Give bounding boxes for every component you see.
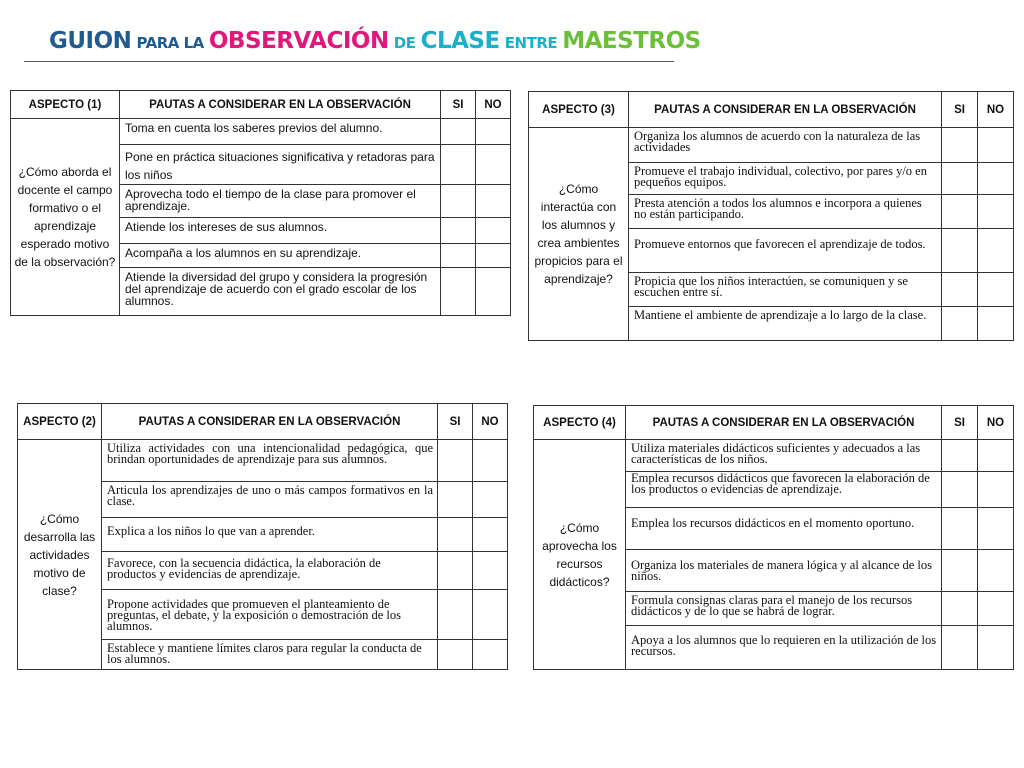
criterion-text: Emplea los recursos didácticos en el momento oportuno. [626, 508, 942, 550]
no-checkbox[interactable] [476, 244, 511, 268]
aspect-1-table [10, 90, 511, 316]
criterion-text: Mantiene el ambiente de aprendizaje a lo largo de la clase. [629, 307, 942, 341]
criterion-text: Atiende la diversidad del grupo y considera la progresión del aprendizaje de acuerdo con el grado escolar de los alumnos. [120, 268, 441, 316]
si-checkbox[interactable] [942, 626, 978, 670]
title-underline [24, 61, 674, 62]
si-checkbox[interactable] [942, 229, 978, 273]
pautas-header: PAUTAS A CONSIDERAR EN LA OBSERVACIÓN [629, 92, 942, 128]
no-checkbox[interactable] [473, 640, 508, 670]
criterion-text: Organiza los alumnos de acuerdo con la naturaleza de las actividades [629, 128, 942, 163]
criterion-text: Apoya a los alumnos que lo requieren en la utilización de los recursos. [626, 626, 942, 670]
si-checkbox[interactable] [942, 273, 978, 307]
criterion-text: Explica a los niños lo que van a aprender. [102, 518, 438, 552]
si-checkbox[interactable] [942, 508, 978, 550]
criterion-text: Toma en cuenta los saberes previos del alumno. [120, 119, 441, 145]
si-checkbox[interactable] [441, 244, 476, 268]
si-header: SI [438, 404, 473, 440]
title-word-observacion: OBSERVACIÓN [208, 28, 389, 54]
criterion-text: Presta atención a todos los alumnos e incorpora a quienes no están participando. [629, 195, 942, 229]
si-checkbox[interactable] [441, 119, 476, 145]
si-checkbox[interactable] [438, 552, 473, 590]
title-word-entre: ENTRE [504, 34, 558, 52]
si-checkbox[interactable] [441, 185, 476, 218]
si-checkbox[interactable] [438, 590, 473, 640]
criterion-text: Establece y mantiene límites claros para regular la conducta de los alumnos. [102, 640, 438, 670]
criterion-text: Promueve el trabajo individual, colectivo, por pares y/o en pequeños equipos. [629, 163, 942, 195]
aspect-question: ¿Cómo desarrolla las actividades motivo de clase? [18, 440, 102, 670]
no-checkbox[interactable] [978, 307, 1014, 341]
no-checkbox[interactable] [473, 482, 508, 518]
no-checkbox[interactable] [476, 145, 511, 185]
pautas-header: PAUTAS A CONSIDERAR EN LA OBSERVACIÓN [626, 406, 942, 440]
pautas-header: PAUTAS A CONSIDERAR EN LA OBSERVACIÓN [120, 91, 441, 119]
si-checkbox[interactable] [942, 472, 978, 508]
criterion-text: Aprovecha todo el tiempo de la clase para promover el aprendizaje. [120, 185, 441, 218]
title-word-guion: GUION [49, 28, 132, 54]
criterion-text: Atiende los intereses de sus alumnos. [120, 218, 441, 244]
no-checkbox[interactable] [978, 229, 1014, 273]
no-checkbox[interactable] [476, 185, 511, 218]
si-checkbox[interactable] [942, 307, 978, 341]
no-header: NO [978, 92, 1014, 128]
aspect-header: ASPECTO (3) [529, 92, 629, 128]
si-checkbox[interactable] [441, 145, 476, 185]
criterion-text: Articula los aprendizajes de uno o más campos formativos en la clase. [102, 482, 438, 518]
si-checkbox[interactable] [942, 195, 978, 229]
si-checkbox[interactable] [942, 592, 978, 626]
aspect-question: ¿Cómo aborda el docente el campo formativo o el aprendizaje esperado motivo de la observación? [11, 119, 120, 316]
no-checkbox[interactable] [978, 163, 1014, 195]
no-checkbox[interactable] [978, 508, 1014, 550]
title-word-clase: CLASE [420, 28, 500, 54]
aspect-question: ¿Cómo interactúa con los alumnos y crea ambientes propicios para el aprendizaje? [529, 128, 629, 341]
criterion-text: Propicia que los niños interactúen, se comuniquen y se escuchen entre sí. [629, 273, 942, 307]
aspect-4-table [533, 405, 1014, 670]
si-checkbox[interactable] [441, 268, 476, 316]
criterion-text: Propone actividades que promueven el planteamiento de preguntas, el debate, y la exposición o demostración de los alumnos. [102, 590, 438, 640]
aspect-2-table [17, 403, 508, 670]
no-checkbox[interactable] [476, 119, 511, 145]
si-header: SI [441, 91, 476, 119]
no-checkbox[interactable] [473, 440, 508, 482]
no-header: NO [978, 406, 1014, 440]
no-checkbox[interactable] [978, 592, 1014, 626]
si-checkbox[interactable] [942, 550, 978, 592]
pautas-header: PAUTAS A CONSIDERAR EN LA OBSERVACIÓN [102, 404, 438, 440]
no-checkbox[interactable] [978, 128, 1014, 163]
si-checkbox[interactable] [942, 128, 978, 163]
document-title [49, 28, 701, 62]
aspect-3-table [528, 91, 1014, 341]
no-checkbox[interactable] [978, 626, 1014, 670]
no-checkbox[interactable] [473, 552, 508, 590]
si-checkbox[interactable] [942, 440, 978, 472]
criterion-text: Formula consignas claras para el manejo de los recursos didácticos y de lo que se habrá de lograr. [626, 592, 942, 626]
no-checkbox[interactable] [978, 472, 1014, 508]
aspect-header: ASPECTO (1) [11, 91, 120, 119]
aspect-header: ASPECTO (4) [534, 406, 626, 440]
aspect-header: ASPECTO (2) [18, 404, 102, 440]
no-checkbox[interactable] [978, 195, 1014, 229]
si-checkbox[interactable] [438, 518, 473, 552]
si-checkbox[interactable] [942, 163, 978, 195]
title-word-para-la: PARA LA [136, 34, 204, 52]
criterion-text: Favorece, con la secuencia didáctica, la elaboración de productos y evidencias de aprendizaje. [102, 552, 438, 590]
criterion-text: Promueve entornos que favorecen el aprendizaje de todos. [629, 229, 942, 273]
si-checkbox[interactable] [438, 482, 473, 518]
criterion-text: Emplea recursos didácticos que favorecen la elaboración de los productos o evidencias de aprendizaje. [626, 472, 942, 508]
title-word-de: DE [393, 34, 416, 52]
no-checkbox[interactable] [473, 518, 508, 552]
si-checkbox[interactable] [438, 440, 473, 482]
criterion-text: Organiza los materiales de manera lógica y al alcance de los niños. [626, 550, 942, 592]
criterion-text: Pone en práctica situaciones significativa y retadoras para los niños [120, 145, 441, 185]
si-header: SI [942, 406, 978, 440]
si-header: SI [942, 92, 978, 128]
no-checkbox[interactable] [476, 218, 511, 244]
criterion-text: Acompaña a los alumnos en su aprendizaje. [120, 244, 441, 268]
criterion-text: Utiliza materiales didácticos suficientes y adecuados a las características de los niños. [626, 440, 942, 472]
aspect-question: ¿Cómo aprovecha los recursos didácticos? [534, 440, 626, 670]
title-word-maestros: MAESTROS [562, 28, 701, 54]
si-checkbox[interactable] [441, 218, 476, 244]
no-header: NO [476, 91, 511, 119]
no-checkbox[interactable] [978, 550, 1014, 592]
criterion-text: Utiliza actividades con una intencionalidad pedagógica, que brindan oportunidades de aprendizaje para sus alumnos. [102, 440, 438, 482]
si-checkbox[interactable] [438, 640, 473, 670]
no-checkbox[interactable] [978, 440, 1014, 472]
no-checkbox[interactable] [978, 273, 1014, 307]
no-checkbox[interactable] [473, 590, 508, 640]
no-checkbox[interactable] [476, 268, 511, 316]
no-header: NO [473, 404, 508, 440]
